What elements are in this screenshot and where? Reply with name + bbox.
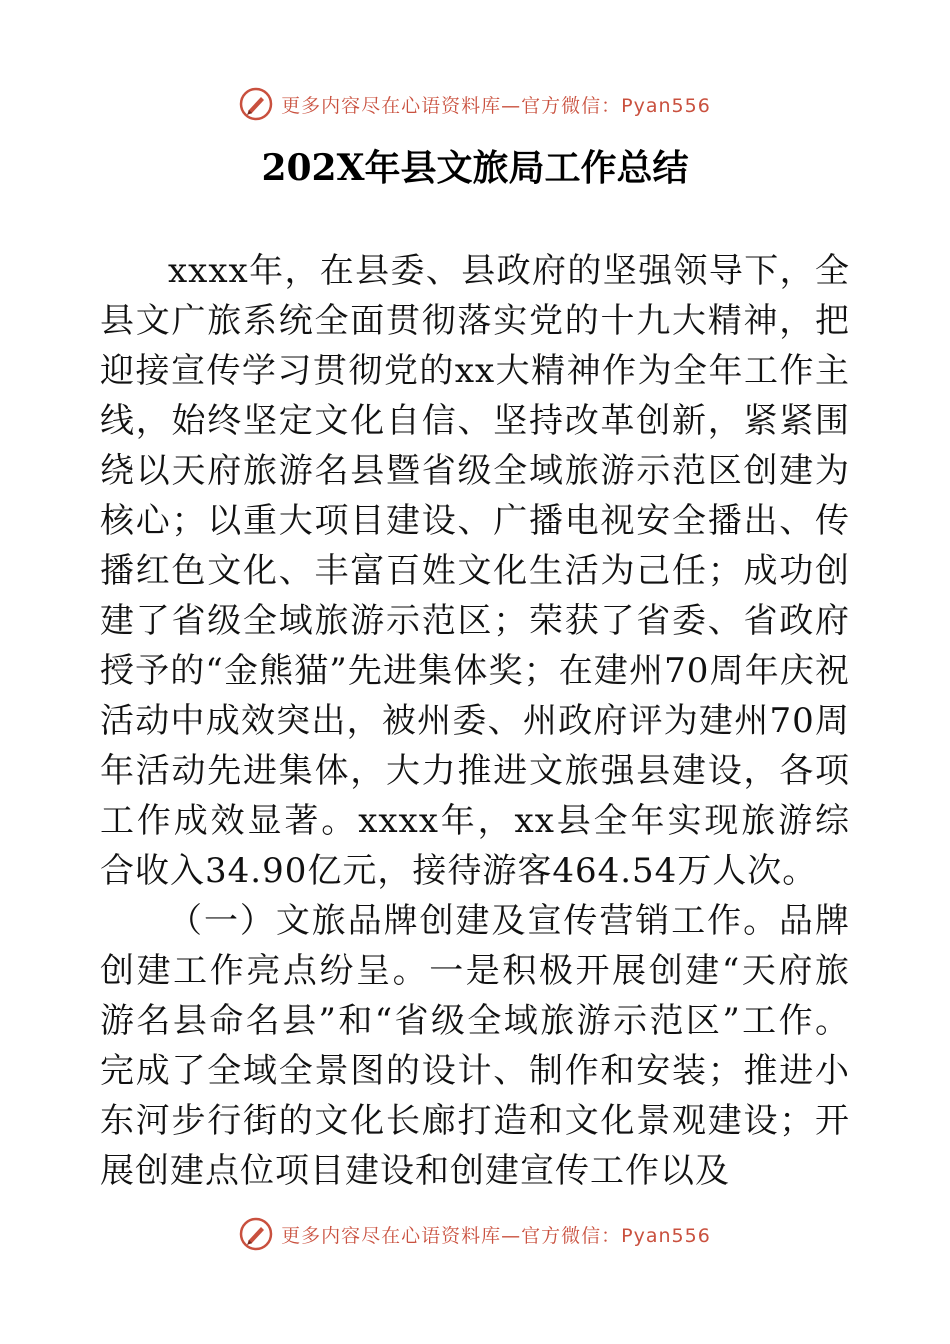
footer-banner — [0, 1212, 950, 1256]
pen-logo-icon — [239, 1217, 273, 1251]
paragraph: xxxx年，在县委、县政府的坚强领导下，全县文广旅系统全面贯彻落实党的十九大精神，把迎接宣传学习贯彻党的xx大精神作为全年工作主线，始终坚定文化自信、坚持改革创新，紧紧围绕以天府旅游名县暨省级全域旅游示范区创建为核心；以重大项目建设、广播电视安全播出、传播红色文化、丰富百姓文化生活为己任；成功创建了省级全域旅游示范区；荣获了省委、省政府授予的“金熊猫”先进集体奖；在建州70周年庆祝活动中成效突出，被州委、州政府评为建州70周年活动先进集体，大力推进文旅强县建设，各项工作成效显著。xxxx年，xx县全年实现旅游综合收入34.90亿元，接待游客464.54万人次。 — [100, 251, 850, 891]
footer-banner-text: 更多内容尽在心语资料库—官方微信：Pyan556 — [281, 1224, 711, 1247]
header-banner-text: 更多内容尽在心语资料库—官方微信：Pyan556 — [281, 94, 711, 117]
pen-logo-icon — [239, 87, 273, 121]
document-body — [100, 246, 850, 1196]
header-banner — [0, 82, 950, 126]
paragraph: （一）文旅品牌创建及宣传营销工作。品牌创建工作亮点纷呈。一是积极开展创建“天府旅游名县命名县”和“省级全域旅游示范区”工作。完成了全域全景图的设计、制作和安装；推进小东河步行街的文化长廊打造和文化景观建设；开展创建点位项目建设和创建宣传工作以及 — [100, 901, 850, 1191]
document-title: 202X年县文旅局工作总结 — [261, 147, 689, 189]
